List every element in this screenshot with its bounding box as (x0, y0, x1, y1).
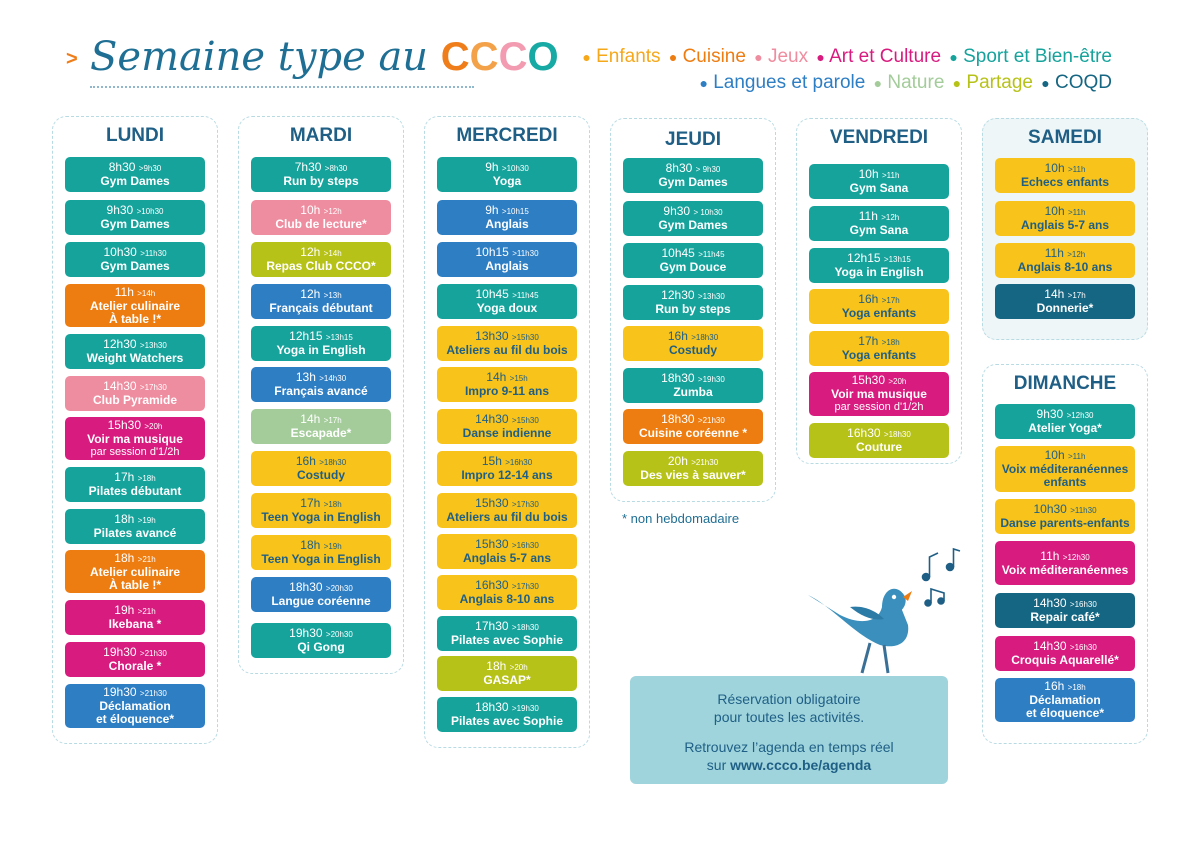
day-title: MERCREDI (456, 125, 558, 146)
activity-card[interactable]: 10h >11h Voix méditeranéennes enfants (995, 446, 1135, 492)
brand-letter: O (527, 35, 559, 79)
activity-card[interactable]: 15h30 >16h30 Anglais 5-7 ans (437, 534, 577, 569)
bullet-icon: ● (816, 49, 825, 65)
day-column-samedi (982, 118, 1148, 340)
day-column-lundi (52, 116, 218, 744)
activity-card[interactable]: 9h >10h30 Yoga (437, 157, 577, 192)
activity-card[interactable]: 14h >17h Donnerie* (995, 284, 1135, 319)
activity-card[interactable]: 15h30 >17h30 Ateliers au fil du bois (437, 493, 577, 528)
bullet-icon: ● (952, 75, 962, 91)
legend-item: ● Partage (952, 72, 1033, 93)
activity-card[interactable]: 12h30 >13h30 Weight Watchers (65, 334, 205, 369)
legend-item: ● Nature (873, 72, 945, 93)
activity-card[interactable]: 19h >21h Ikebana * (65, 600, 205, 635)
info-line: sur www.ccco.be/agenda (706, 757, 872, 773)
brand-letter: C (469, 35, 499, 79)
activity-card[interactable]: 8h30 >9h30 Gym Dames (65, 157, 205, 192)
activity-card[interactable]: 10h45 >11h45 Yoga doux (437, 284, 577, 319)
activity-card[interactable]: 19h30 >20h30 Qi Gong (251, 623, 391, 658)
day-title: SAMEDI (1028, 127, 1102, 148)
activity-card[interactable]: 13h30 >15h30 Ateliers au fil du bois (437, 326, 577, 361)
day-column-vendredi (796, 118, 962, 464)
bird-eye (892, 595, 896, 599)
activity-card[interactable]: 18h >19h Pilates avancé (65, 509, 205, 544)
activity-card[interactable]: 10h45 >11h45 Gym Douce (623, 243, 763, 278)
activity-card[interactable]: 14h30 >17h30 Club Pyramide (65, 376, 205, 411)
title-underline (90, 86, 474, 88)
activity-card[interactable]: 11h >12h30 Voix méditeranéennes (995, 541, 1135, 585)
activity-card[interactable]: 12h30 >13h30 Run by steps (623, 285, 763, 320)
legend-item: ● Cuisine (668, 46, 746, 67)
activity-card[interactable]: 18h >21h Atelier culinaire À table !* (65, 550, 205, 593)
activity-card[interactable]: 7h30 >8h30 Run by steps (251, 157, 391, 192)
activity-card[interactable]: 16h >18h Déclamation et éloquence* (995, 678, 1135, 722)
activity-card[interactable]: 9h >10h15 Anglais (437, 200, 577, 235)
activity-card[interactable]: 15h30 >20h Voir ma musique par session d'1/2h (809, 372, 949, 416)
activity-card[interactable]: 9h30 >10h30 Gym Dames (65, 200, 205, 235)
legend-item: ● Enfants (582, 46, 661, 67)
activity-card[interactable]: 14h30 >16h30 Croquis Aquarellé* (995, 636, 1135, 671)
legend-item: ● Langues et parole (699, 72, 866, 93)
brand-letter: C (498, 35, 528, 79)
day-title: MARDI (289, 125, 353, 146)
brand-letter: C (440, 35, 470, 79)
bullet-icon: ● (1041, 75, 1050, 91)
day-column-mercredi (424, 116, 590, 748)
activity-card[interactable]: 10h30 >11h30 Gym Dames (65, 242, 205, 277)
day-column-dimanche (982, 364, 1148, 744)
bullet-icon: ● (668, 49, 678, 65)
music-notes-icon (923, 549, 961, 606)
day-column-mardi (238, 116, 404, 674)
singing-bird-illustration (800, 545, 980, 685)
activity-card[interactable]: 18h >19h Teen Yoga in English (251, 535, 391, 570)
agenda-link[interactable]: www.ccco.be/agenda (730, 757, 872, 773)
legend-item: ● Art et Culture (816, 46, 942, 67)
activity-card[interactable]: 19h30 >21h30 Déclamation et éloquence* (65, 684, 205, 728)
activity-card[interactable]: 16h >18h30 Costudy (623, 326, 763, 361)
bullet-icon: ● (699, 75, 708, 91)
activity-card[interactable]: 10h >11h Echecs enfants (995, 158, 1135, 193)
day-title: LUNDI (105, 125, 165, 146)
activity-card[interactable]: 20h >21h30 Des vies à sauver* (623, 451, 763, 486)
activity-card[interactable]: 10h >11h Gym Sana (809, 164, 949, 199)
activity-card[interactable]: 18h >20h GASAP* (437, 656, 577, 691)
activity-card[interactable]: 14h30 >16h30 Repair café* (995, 593, 1135, 628)
activity-card[interactable]: 14h >17h Escapade* (251, 409, 391, 444)
day-title: DIMANCHE (1013, 373, 1117, 394)
activity-card[interactable]: 16h30 >18h30 Couture (809, 423, 949, 458)
activity-card[interactable]: 12h >13h Français débutant (251, 284, 391, 319)
activity-card[interactable]: 10h15 >11h30 Anglais (437, 242, 577, 277)
footnote: * non hebdomadaire (622, 511, 740, 526)
activity-card[interactable]: 17h >18h Pilates débutant (65, 467, 205, 502)
activity-card[interactable]: 13h >14h30 Français avancé (251, 367, 391, 402)
bird-legs (862, 643, 888, 673)
info-line: pour toutes les activités. (713, 709, 865, 725)
category-legend (512, 44, 1112, 96)
activity-card[interactable]: 18h30 >19h30 Zumba (623, 368, 763, 403)
bird-wing (850, 607, 884, 620)
activity-card[interactable]: 12h >14h Repas Club CCCO* (251, 242, 391, 277)
page-title (90, 34, 559, 80)
activity-card[interactable]: 18h30 >20h30 Langue coréenne (251, 577, 391, 612)
bullet-icon: ● (754, 49, 763, 65)
activity-card[interactable]: 17h >18h Yoga enfants (809, 331, 949, 366)
activity-card[interactable]: 12h15 >13h15 Yoga in English (251, 326, 391, 361)
day-title: JEUDI (665, 129, 721, 150)
chevron-right-icon: > (66, 48, 78, 70)
legend-item: ● COQD (1041, 72, 1112, 93)
activity-card[interactable]: 18h30 >21h30 Cuisine coréenne * (623, 409, 763, 444)
legend-item: ● Jeux (754, 46, 809, 67)
info-line: Retrouvez l’agenda en temps réel (684, 739, 894, 755)
bullet-icon: ● (949, 49, 958, 65)
activity-card[interactable]: 11h >14h Atelier culinaire À table !* (65, 284, 205, 327)
activity-card[interactable]: 9h30 > 10h30 Gym Dames (623, 201, 763, 236)
activity-card[interactable]: 16h30 >17h30 Anglais 8-10 ans (437, 575, 577, 610)
activity-card[interactable]: 11h >12h Gym Sana (809, 206, 949, 241)
activity-card[interactable]: 10h >12h Club de lecture* (251, 200, 391, 235)
reservation-info-box (630, 676, 948, 784)
legend-item: ● Sport et Bien-être (949, 46, 1112, 67)
bird-head (882, 589, 906, 611)
activity-card[interactable]: 15h30 >20h Voir ma musique par session d'1/2h (65, 417, 205, 460)
activity-card[interactable]: 12h15 >13h15 Yoga in English (809, 248, 949, 283)
activity-card[interactable]: 19h30 >21h30 Chorale * (65, 642, 205, 677)
title-prefix: Semaine type au (90, 34, 441, 80)
day-title: VENDREDI (829, 127, 929, 148)
activity-card[interactable]: 14h >15h Impro 9-11 ans (437, 367, 577, 402)
activity-card[interactable]: 15h >16h30 Impro 12-14 ans (437, 451, 577, 486)
activity-card[interactable]: 10h30 >11h30 Danse parents-enfants (995, 499, 1135, 534)
activity-card[interactable]: 17h >18h Teen Yoga in English (251, 493, 391, 528)
activity-card[interactable]: 9h30 >12h30 Atelier Yoga* (995, 404, 1135, 439)
activity-card[interactable]: 10h >11h Anglais 5-7 ans (995, 201, 1135, 236)
activity-card[interactable]: 14h30 >15h30 Danse indienne (437, 409, 577, 444)
info-line: Réservation obligatoire (717, 691, 861, 707)
bullet-icon: ● (582, 49, 591, 65)
activity-card[interactable]: 11h >12h Anglais 8-10 ans (995, 243, 1135, 278)
activity-card[interactable]: 8h30 > 9h30 Gym Dames (623, 158, 763, 193)
bullet-icon: ● (873, 75, 883, 91)
activity-card[interactable]: 16h >18h30 Costudy (251, 451, 391, 486)
activity-card[interactable]: 18h30 >19h30 Pilates avec Sophie (437, 697, 577, 732)
activity-card[interactable]: 16h >17h Yoga enfants (809, 289, 949, 324)
activity-card[interactable]: 17h30 >18h30 Pilates avec Sophie (437, 616, 577, 651)
day-column-jeudi (610, 118, 776, 502)
